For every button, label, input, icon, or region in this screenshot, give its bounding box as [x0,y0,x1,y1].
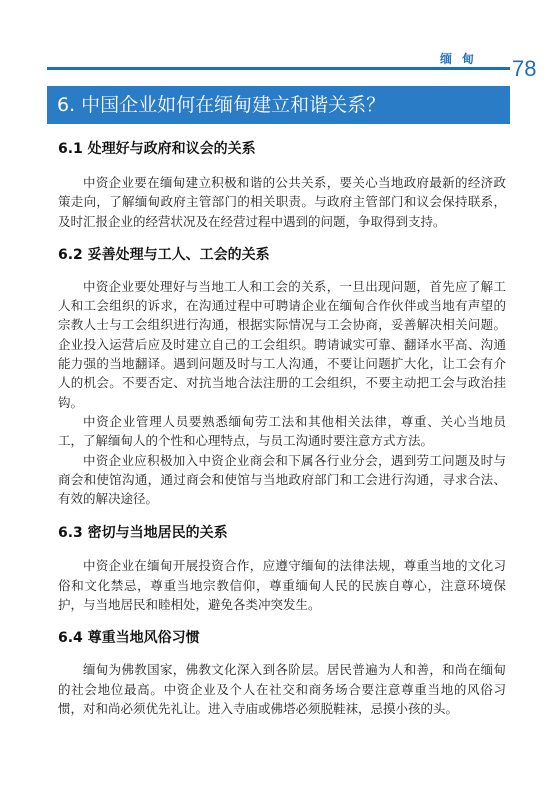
section-6-4 [58,627,506,718]
section-6-1 [58,138,506,231]
header-rule [47,67,510,70]
chapter-title: 6. 中国企业如何在缅甸建立和谐关系？ [57,94,386,116]
paragraph: 中资企业要处理好与当地工人和工会的关系，一旦出现问题，首先应了解工人和工会组织的诉求，在沟通过程中可聘请企业在缅甸合作伙伴或当地有声望的宗教人士与工会组织进行沟通，根据实际情况与工会协商，妥善解决相关问题。企业投入运营后应及时建立自己的工会组织。聘请诚实可靠、翻译水平高、沟通能力强的当地翻译。遇到问题及时与工人沟通，不要让问题扩大化，让工会有介人的机会。不要否定、对抗当地合法注册的工会组织，不要主动把工会与政治挂钩。 [58,278,506,410]
paragraph: 中资企业管理人员要熟悉缅甸劳工法和其他相关法律，尊重、关心当地员工，了解缅甸人的个性和心理特点，与员工沟通时要注意方式方法。 [58,413,506,449]
page-number: 78 [512,56,537,81]
chapter-title-bar [47,86,510,124]
section-heading: 6.2 妥善处理与工人、工会的关系 [58,246,270,263]
section-6-2 [58,244,506,509]
section-heading: 6.3 密切与当地居民的关系 [58,525,228,542]
paragraph: 中资企业在缅甸开展投资合作，应遵守缅甸的法律法规，尊重当地的文化习俗和文化禁忌，尊重当地宗教信仰，尊重缅甸人民的民族自尊心，注意环境保护，与当地居民和睦相处，避免各类冲突发生。 [58,558,506,613]
running-header-label: 缅甸 [440,52,485,66]
section-heading: 6.1 处理好与政府和议会的关系 [58,141,256,157]
paragraph: 缅甸为佛教国家，佛教文化深入到各阶层。居民普遍为人和善，和尚在缅甸的社会地位最高。中资企业及个人在社交和商务场合要注意尊重当地的风俗习惯，对和尚必须优先礼让。进入寺庙或佛塔必须脱鞋袜，忌摸小孩的头。 [58,662,506,716]
section-6-3 [58,522,506,614]
content-body [58,136,506,718]
section-heading: 6.4 尊重当地风俗习惯 [58,630,200,647]
paragraph: 中资企业要在缅甸建立积极和谐的公共关系，要关心当地政府最新的经济政策走向，了解缅甸政府主管部门的相关职责。与政府主管部门和议会保持联系，及时汇报企业的经营状况及在经营过程中遇到的问题，争取得到支持。 [58,175,506,229]
paragraph: 中资企业应积极加入中资企业商会和下属各行业分会，遇到劳工问题及时与商会和使馆沟通，通过商会和使馆与当地政府部门和工会进行沟通，寻求合法、有效的解决途径。 [58,452,506,507]
